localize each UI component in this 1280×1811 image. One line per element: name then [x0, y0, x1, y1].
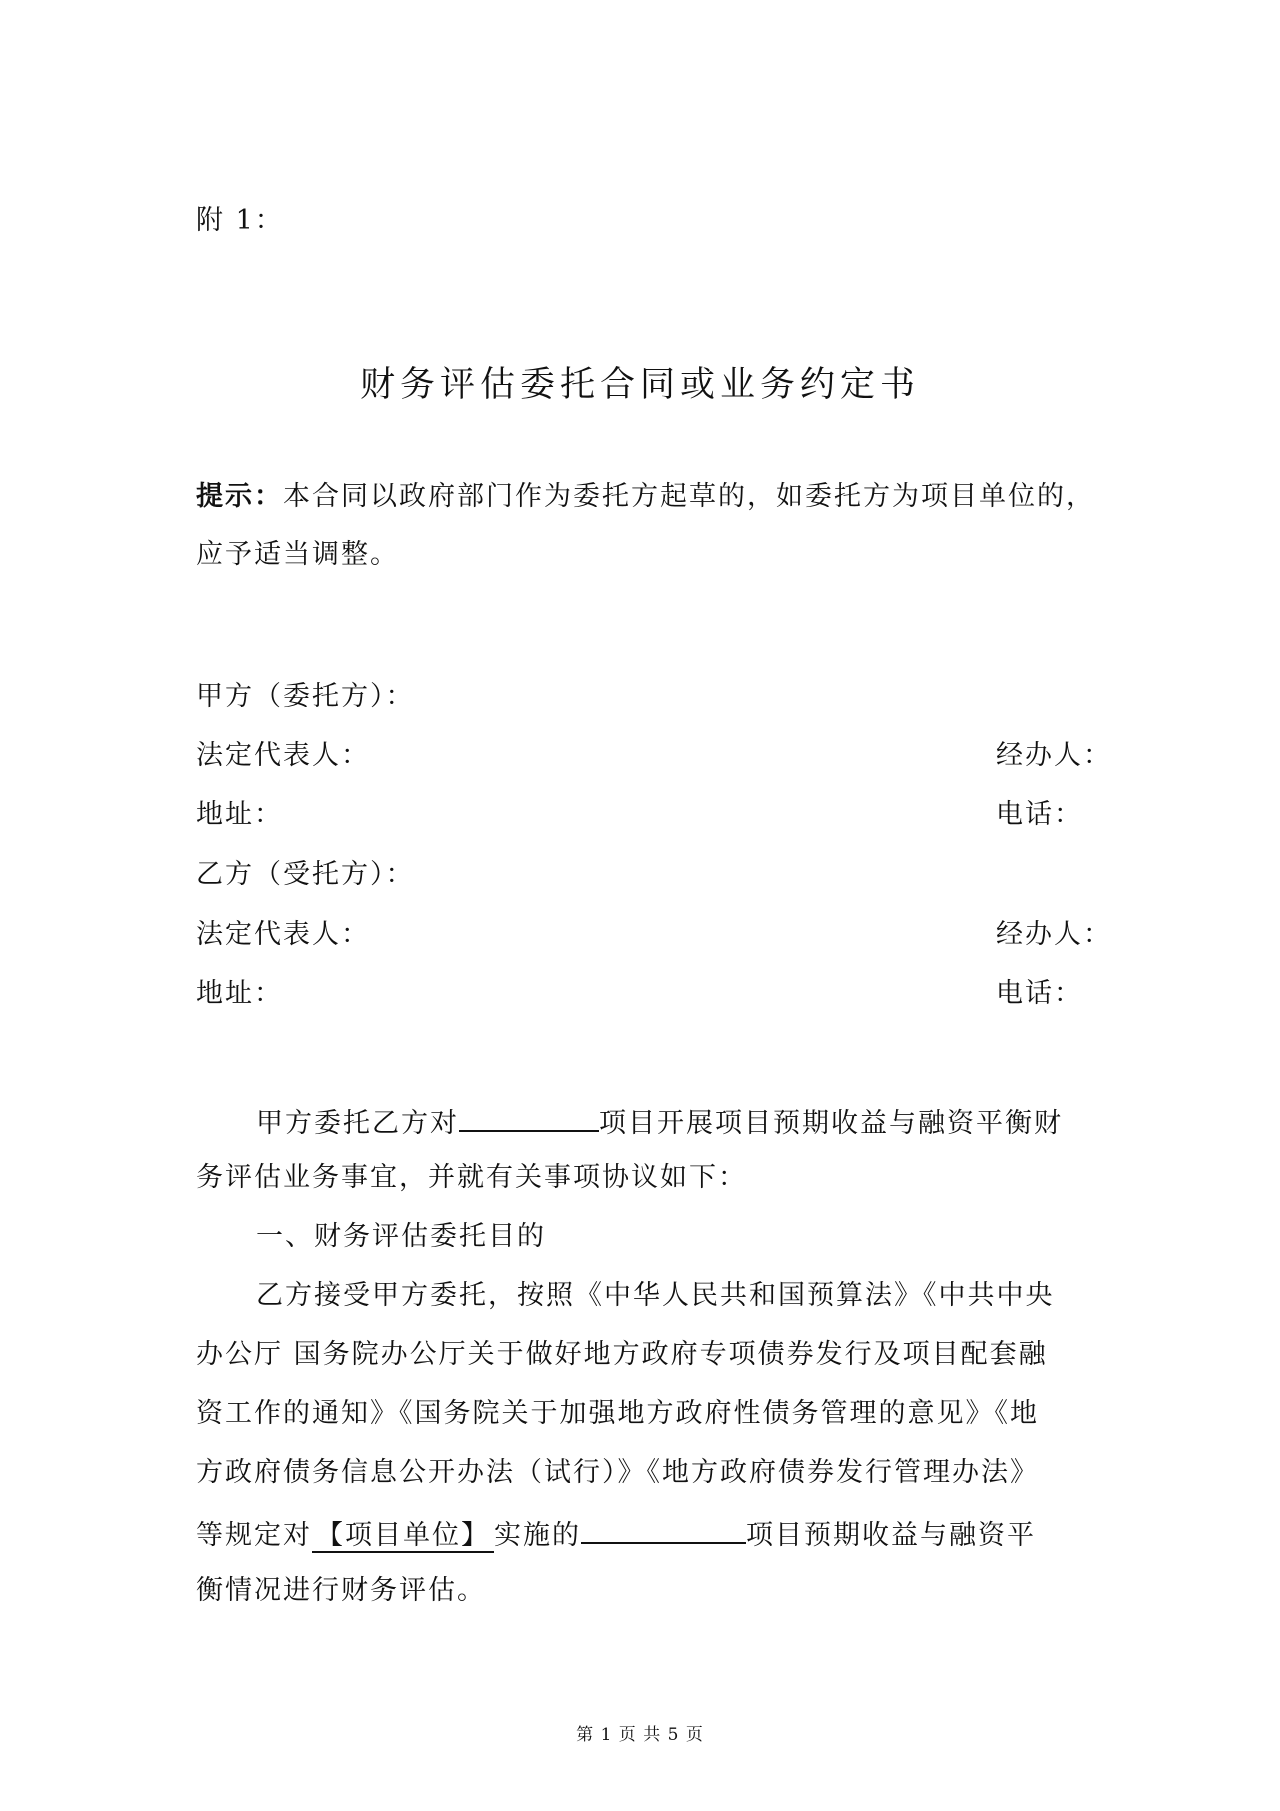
intro-text-end: 项目开展项目预期收益与融资平衡财 — [599, 1108, 1063, 1139]
party-b-heading: 乙方（受托方）： — [196, 859, 415, 890]
section-1-line-3: 资工作的通知》《国务院关于加强地方政府性债务管理的意见》《地 — [196, 1398, 1039, 1429]
section-1-line-6: 衡情况进行财务评估。 — [196, 1575, 486, 1606]
section-1-line-4: 方政府债务信息公开办法（试行）》《地方政府债券发行管理办法》 — [196, 1457, 1039, 1488]
section-1-heading: 一、财务评估委托目的 — [256, 1221, 546, 1252]
document-title: 财务评估委托合同或业务约定书 — [359, 365, 920, 405]
party-b-legal-rep-label: 法定代表人： — [196, 919, 370, 950]
section-1-text-b: 实施的 — [494, 1520, 581, 1551]
attachment-label: 附 1： — [196, 205, 284, 236]
intro-text-start: 甲方委托乙方对 — [256, 1108, 459, 1139]
party-a-legal-rep-label: 法定代表人： — [196, 740, 370, 771]
project-name-blank-2[interactable] — [581, 1512, 746, 1544]
party-a-heading: 甲方（委托方）： — [196, 681, 415, 712]
project-unit-placeholder[interactable]: 【项目单位】 — [312, 1520, 494, 1553]
party-b-address-row — [196, 974, 1096, 1014]
party-a-address-row — [196, 795, 1096, 835]
intro-line-1 — [256, 1100, 1156, 1144]
party-a-phone-label: 电话： — [996, 799, 1083, 830]
hint-text-1: 本合同以政府部门作为委托方起草的，如委托方为项目单位的， — [283, 481, 1095, 512]
party-b-handler-label: 经办人： — [996, 919, 1112, 950]
party-b-address-label: 地址： — [196, 978, 283, 1009]
section-1-line-1: 乙方接受甲方委托，按照《中华人民共和国预算法》《中共中央 — [256, 1280, 1055, 1311]
project-name-blank[interactable] — [459, 1100, 599, 1132]
section-1-text-c: 项目预期收益与融资平 — [746, 1520, 1036, 1551]
section-1-line-5 — [196, 1512, 1096, 1556]
intro-line-2: 务评估业务事宜，并就有关事项协议如下： — [196, 1162, 747, 1193]
hint-line-2: 应予适当调整。 — [196, 539, 399, 570]
page-footer: 第 1 页 共 5 页 — [576, 1725, 704, 1745]
party-b-rep-row — [196, 915, 1112, 955]
party-b-phone-label: 电话： — [996, 978, 1083, 1009]
hint-line-1 — [196, 477, 1096, 517]
party-a-rep-row — [196, 736, 1112, 776]
section-1-line-2: 办公厅 国务院办公厅关于做好地方政府专项债券发行及项目配套融 — [196, 1339, 1048, 1370]
section-1-text-a: 等规定对 — [196, 1520, 312, 1551]
party-a-handler-label: 经办人： — [996, 740, 1112, 771]
party-a-address-label: 地址： — [196, 799, 283, 830]
hint-label: 提示： — [196, 481, 283, 512]
